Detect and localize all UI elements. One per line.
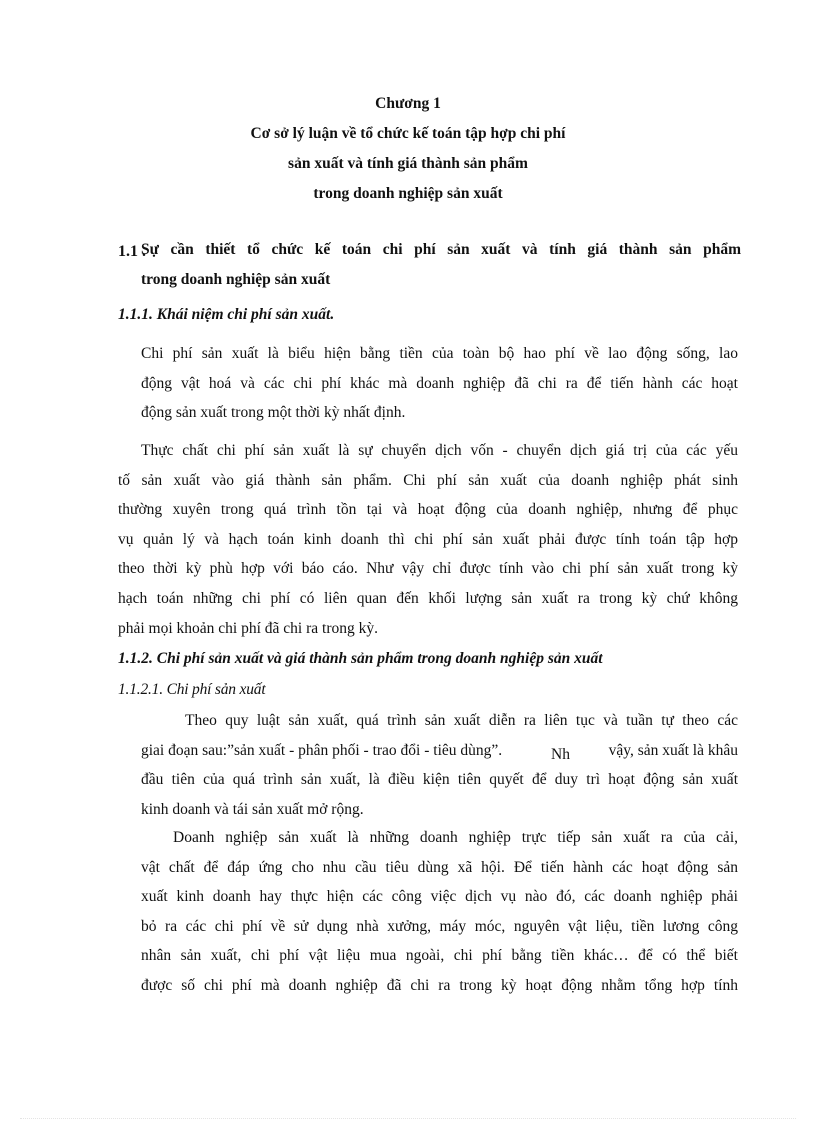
paragraph-line-split	[118, 736, 738, 766]
paragraph-definition	[118, 339, 738, 428]
chapter-title-line-1: Cơ sở lý luận về tổ chức kế toán tập hợp chi phí	[250, 125, 566, 142]
paragraph-line: được số chi phí mà doanh nghiệp đã chi ra trong kỳ hoạt động nhằm tổng hợp tính	[141, 976, 738, 994]
paragraph-line: Chi phí sản xuất là biểu hiện bằng tiền của toàn bộ hao phí về lao động sống, lao	[141, 345, 738, 362]
paragraph-line: phải mọi khoản chi phí đã chi ra trong kỳ.	[118, 619, 378, 637]
paragraph-line: Thực chất chi phí sản xuất là sự chuyển dịch vốn - chuyển dịch giá trị của các yếu	[141, 442, 738, 459]
paragraph-line: hạch toán những chi phí có liên quan đến khối lượng sản xuất ra trong kỳ chứ không	[118, 589, 738, 607]
paragraph-line-part: giai đoạn sau:”sản xuất - phân phối - trao đổi - tiêu dùng”.	[141, 741, 503, 759]
paragraph-line: tố sản xuất vào giá thành sản phẩm. Chi phí sản xuất của doanh nghiệp phát sinh	[118, 471, 738, 489]
paragraph-line: bỏ ra các chi phí về sử dụng nhà xưởng, máy móc, nguyên vật liệu, tiền lương công	[141, 917, 738, 935]
paragraph-line: động vật hoá và các chi phí khác mà doanh nghiệp đã chi ra để tiến hành các hoạt	[141, 374, 738, 392]
chapter-title-line-3: trong doanh nghiệp sản xuất	[313, 185, 503, 202]
section-title-line-2: trong doanh nghiệp sản xuất	[141, 271, 331, 288]
paragraph-line: thường xuyên trong quá trình tồn tại và hoạt động của doanh nghiệp, nhưng để phục	[118, 501, 738, 519]
paragraph-line: động sản xuất trong một thời kỳ nhất định.	[141, 404, 406, 422]
paragraph-enterprise	[118, 823, 738, 1001]
stray-text-fragment: Nh	[551, 746, 570, 763]
paragraph-line: xuất kinh doanh hay thực hiện các công việc dịch vụ nào đó, các doanh nghiệp phải	[141, 888, 738, 906]
paragraph-essence	[118, 436, 738, 643]
page-bottom-divider	[20, 1118, 796, 1119]
paragraph-line: theo thời kỳ phù hợp với báo cáo. Như vậy chỉ được tính vào chi phí sản xuất trong kỳ	[118, 560, 738, 578]
subsection-heading-1-1-1: 1.1.1. Khái niệm chi phí sản xuất.	[118, 306, 335, 323]
paragraph-production-law	[118, 706, 738, 824]
paragraph-line: kinh doanh và tái sản xuất mở rộng.	[141, 800, 364, 818]
section-number: 1.1 .	[118, 243, 146, 260]
subsubsection-heading-1-1-2-1: 1.1.2.1. Chi phí sản xuất	[118, 681, 266, 698]
paragraph-line-part: vậy, sản xuất là khâu	[608, 741, 738, 759]
paragraph-line: vụ quản lý và hạch toán kinh doanh thì chi phí sản xuất phải được tính toán tập hợp	[118, 530, 738, 548]
paragraph-line: nhân sản xuất, chi phí vật liệu mua ngoài, chi phí bằng tiền khác… để có thể biết	[141, 947, 738, 965]
paragraph-line: Theo quy luật sản xuất, quá trình sản xuất diễn ra liên tục và tuần tự theo các	[185, 712, 738, 729]
chapter-number: Chương 1	[375, 95, 441, 112]
section-title	[141, 235, 741, 295]
section-title-line-1: Sự cần thiết tổ chức kế toán chi phí sản xuất và tính giá thành sản phẩm	[141, 241, 741, 258]
paragraph-line: vật chất để đáp ứng cho nhu cầu tiêu dùng xã hội. Để tiến hành các hoạt động sản	[141, 858, 738, 876]
chapter-title-line-2: sản xuất và tính giá thành sản phẩm	[288, 155, 528, 172]
chapter-header	[0, 89, 816, 209]
paragraph-line: Doanh nghiệp sản xuất là những doanh nghiệp trực tiếp sản xuất ra của cải,	[173, 829, 738, 846]
paragraph-line: đầu tiên của quá trình sản xuất, là điều kiện tiên quyết để duy trì hoạt động sản xuất	[141, 771, 738, 789]
subsection-heading-1-1-2: 1.1.2. Chi phí sản xuất và giá thành sản phẩm trong doanh nghiệp sản xuất	[118, 650, 603, 667]
